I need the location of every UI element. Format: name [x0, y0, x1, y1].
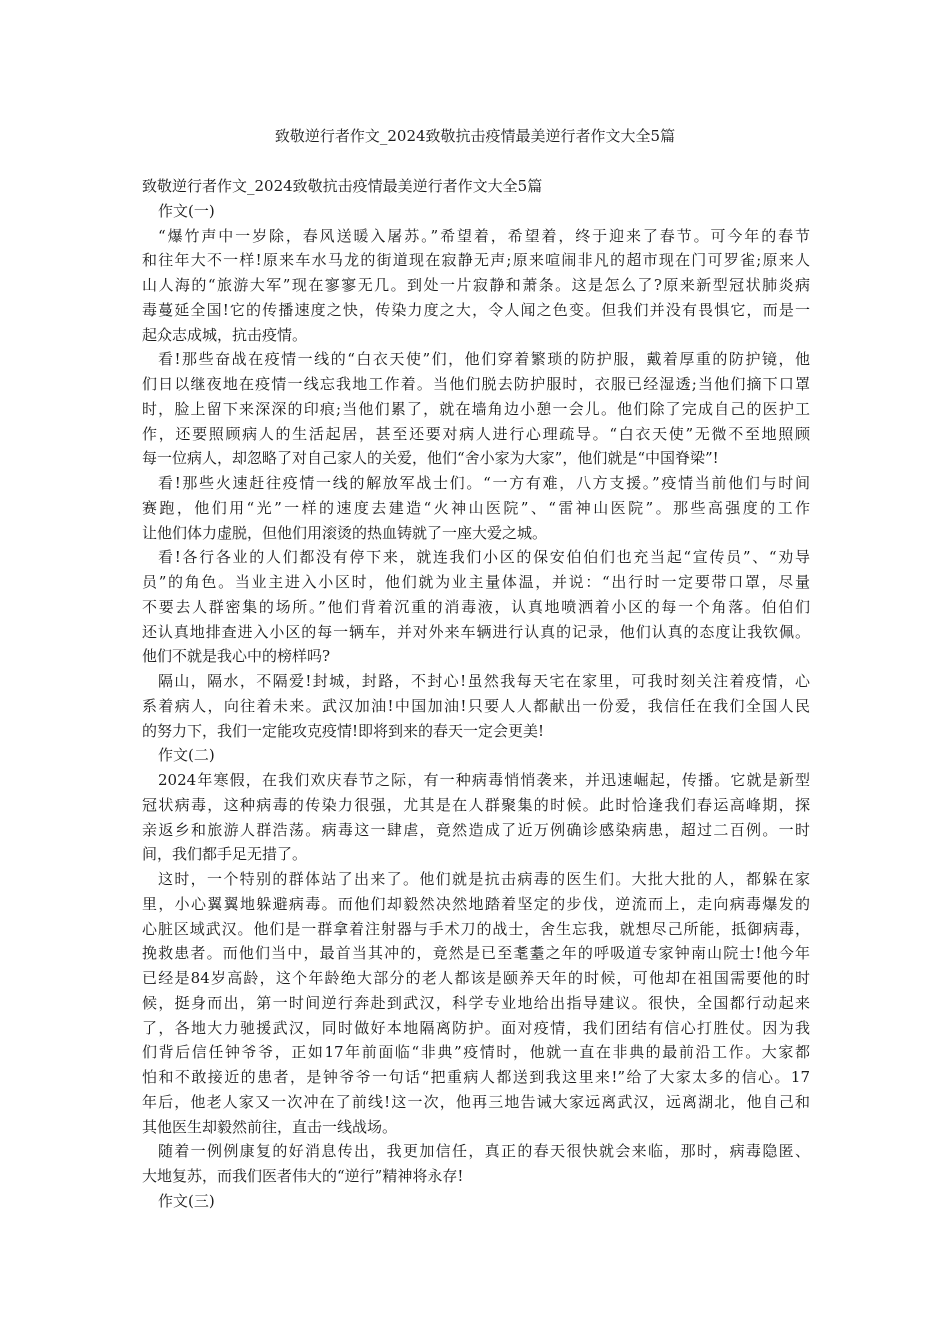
text-line: 员”的角色。当业主进入小区时，他们就为业主量体温，并说：“出行时一定要带口罩，尽量	[142, 573, 810, 591]
text-line: 了，各地大力驰援武汉，同时做好本地隔离防护。面对疫情，我们团结有信心打胜仗。因为我	[142, 1018, 810, 1037]
text-line: 候，挺身而出，第一时间逆行奔赴到武汉，科学专业地给出指导建议。很快，全国都行动起来	[142, 993, 810, 1012]
text-line: 间，我们都手足无措了。	[142, 845, 308, 864]
text-line: 毒蔓延全国!它的传播速度之快，传染力度之大，令人闻之色变。但我们并没有畏惧它，而是一	[142, 300, 810, 319]
text-line: 还认真地排查进入小区的每一辆车，并对外来车辆进行认真的记录，他们认真的态度让我钦佩。	[142, 622, 810, 641]
text-line: 赛跑，他们用“光”一样的速度去建造“火神山医院”、“雷神山医院”。那些高强度的工作	[142, 498, 810, 517]
text-line: 已经是84岁高龄，这个年龄绝大部分的老人都该是颐养天年的时候，可他却在祖国需要他的时	[142, 969, 810, 987]
text-line: 作文(三)	[158, 1191, 215, 1210]
page-title: 致敬逆行者作文_2024致敬抗击疫情最美逆行者作文大全5篇	[274, 127, 676, 145]
text-line: 看!那些火速赶往疫情一线的解放军战士们。“一方有难，八方支援。”疫情当前他们与时间	[158, 474, 810, 492]
text-line: 作文(二)	[158, 746, 215, 765]
text-line: 看!各行各业的人们都没有停下来，就连我们小区的保安伯伯们也充当起“宣传员”、“劝导	[158, 548, 810, 567]
text-line: 看!那些奋战在疫情一线的“白衣天使”们，他们穿着繁琐的防护服，戴着厚重的防护镜，他	[158, 350, 810, 369]
text-line: 的努力下，我们一定能攻克疫情!即将到来的春天一定会更美!	[142, 721, 545, 740]
text-line: “爆竹声中一岁除，春风送暖入屠苏。”希望着，希望着，终于迎来了春节。可今年的春节	[158, 226, 810, 245]
text-line: 山人海的“旅游大军”现在寥寥无几。到处一片寂静和萧条。这是怎么了?原来新型冠状肺炎病	[142, 276, 810, 294]
text-line: 每一位病人，却忽略了对自己家人的关爱，他们“舍小家为大家”，他们就是“中国脊梁”!	[142, 449, 719, 468]
text-line: 时，脸上留下来深深的印痕;当他们累了，就在墙角边小憩一会儿。他们除了完成自己的医护工	[142, 399, 810, 418]
text-line: 挽救患者。而他们当中，最首当其冲的，竟然是已至耄耋之年的呼吸道专家钟南山院士!他今年	[142, 944, 810, 963]
text-line: 这时，一个特别的群体站了出来了。他们就是抗击病毒的医生们。大批大批的人，都躲在家	[158, 870, 810, 888]
text-line: 大地复苏，而我们医者伟大的“逆行”精神将永存!	[142, 1167, 464, 1185]
text-line: 怕和不敢接近的患者，是钟爷爷一句话“把重病人都送到我这里来!”给了大家太多的信心。17	[142, 1068, 810, 1086]
text-line: 亲返乡和旅游人群浩荡。病毒这一肆虐，竟然造成了近万例确诊感染病患，超过二百例。一时	[142, 820, 810, 839]
text-line: 里，小心翼翼地躲避病毒。而他们却毅然决然地踏着坚定的步伐，逆流而上，走向病毒爆发的	[142, 894, 810, 913]
text-line: 2024年寒假，在我们欢庆春节之际，有一种病毒悄悄袭来，并迅速崛起，传播。它就是新型	[158, 771, 810, 789]
text-line: 其他医生却毅然前往，直击一线战场。	[142, 1117, 398, 1136]
text-line: 隔山，隔水，不隔爱!封城，封路，不封心!虽然我每天宅在家里，可我时刻关注着疫情，心	[158, 672, 810, 690]
text-line: 让他们体力虚脱，但他们用滚烫的热血铸就了一座大爱之城。	[142, 523, 548, 542]
text-line: 和往年大不一样!原来车水马龙的街道现在寂静无声;原来喧闹非凡的超市现在门可罗雀;原来人	[142, 251, 810, 270]
text-line: 不要去人群密集的场所。”他们背着沉重的消毒液，认真地喷洒着小区的每一个角落。伯伯们	[142, 597, 810, 616]
text-line: 冠状病毒，这种病毒的传染力很强，尤其是在人群聚集的时候。此时恰逢我们春运高峰期，探	[142, 795, 810, 814]
text-line: 他们不就是我心中的榜样吗?	[142, 647, 331, 666]
text-line: 年后，他老人家又一次冲在了前线!这一次，他再三地告诫大家远离武汉，远离湖北，他自己和	[142, 1092, 810, 1111]
text-line: 们日以继夜地在疫情一线忘我地工作着。当他们脱去防护服时，衣服已经湿透;当他们摘下口罩	[142, 375, 810, 393]
document-body	[142, 174, 810, 1214]
text-line: 们背后信任钟爷爷，正如17年前面临“非典”疫情时，他就一直在非典的最前沿工作。大家都	[142, 1043, 810, 1062]
text-line: 心脏区域武汉。他们是一群拿着注射器与手术刀的战士，舍生忘我，就想尽己所能，抵御病毒，	[142, 919, 810, 938]
text-line: 随着一例例康复的好消息传出，我更加信任，真正的春天很快就会来临，那时，病毒隐匿、	[158, 1142, 810, 1161]
text-line: 系着病人，向往着未来。武汉加油!中国加油!只要人人都献出一份爱，我信任在我们全国人民	[142, 696, 810, 715]
text-line: 作文(一)	[158, 201, 215, 220]
text-line: 起众志成城，抗击疫情。	[142, 325, 308, 344]
text-line: 作，还要照顾病人的生活起居，甚至还要对病人进行心理疏导。“白衣天使”无微不至地照顾	[142, 424, 810, 443]
text-line: 致敬逆行者作文_2024致敬抗击疫情最美逆行者作文大全5篇	[142, 177, 543, 195]
